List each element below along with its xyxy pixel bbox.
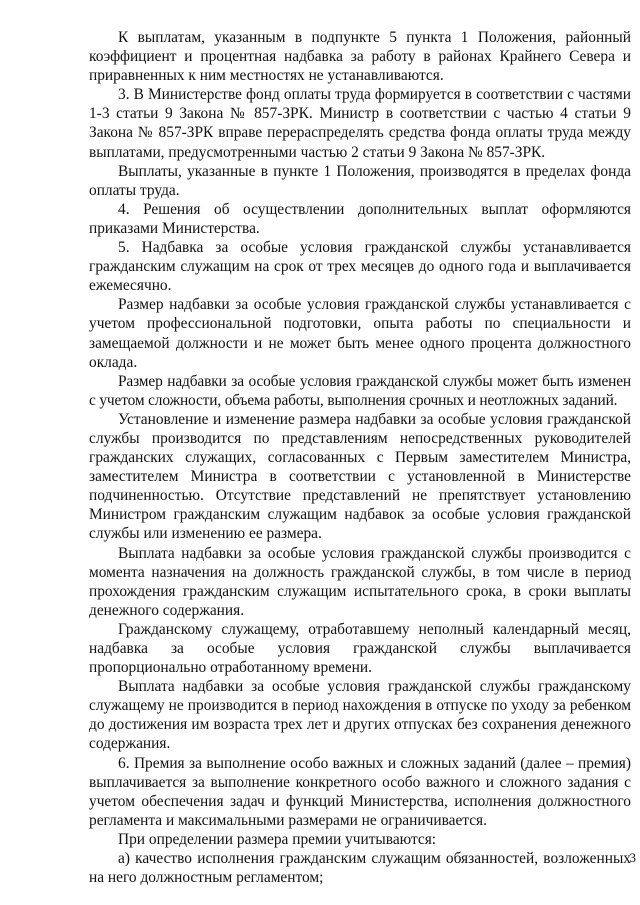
paragraph-partial-month: Гражданскому служащему, отработавшему неполный календарный месяц, надбавка за особые условия гражданской службы выплачивается пропорционально отработанному времени. xyxy=(89,620,631,677)
paragraph-leave-exclusion: Выплата надбавки за особые условия гражданской службы гражданскому служащему не производится в период нахождения в отпуске по уходу за ребенком до достижения им возраста трех лет и других отпусках без сохранения денежного содержания. xyxy=(89,678,631,753)
paragraph-bonus-criterion-a: а) качество исполнения гражданским служащим обязанностей, возложенных на него должностным регламентом; xyxy=(89,850,631,887)
paragraph-bonus-criteria-intro: При определении размера премии учитываются: xyxy=(118,830,437,848)
paragraph-allowance-size: Размер надбавки за особые условия гражданской службы устанавливается с учетом профессиональной подготовки, опыта работы по специальности и замещаемой должности и не может быть менее одного процента должностного оклада. xyxy=(89,296,631,371)
paragraph-clause-5-special-conditions: 5. Надбавка за особые условия гражданской службы устанавливается гражданским служащим на срок от трех месяцев до одного года и выплачивается ежемесячно. xyxy=(89,239,631,295)
paragraph-allowance-establishment: Установление и изменение размера надбавки за особые условия гражданской службы производится по представлениям непосредственных руководителей гражданских служащих, согласованных с Первым заместителем Министра, заместителем Министра в соответствии с установленной в Министерстве подчиненностью. Отсутствие представлений не препятствует установлению Министром гражданским служащим надбавок за особые условия гражданской службы или изменению ее размера. xyxy=(89,410,631,543)
paragraph-regional-coefficient: К выплатам, указанным в подпункте 5 пункта 1 Положения, районный коэффициент и процентная надбавка за работу в районах Крайнего Севера и приравненных к ним местностях не устанавливаются. xyxy=(89,29,631,85)
paragraph-allowance-payment-start: Выплата надбавки за особые условия гражданской службы производится с момента назначения на должность гражданской службы, в том числе в период прохождения гражданским служащим испытательного срока, в сроки выплаты денежного содержания. xyxy=(89,544,631,619)
page-number: 3 xyxy=(629,850,636,865)
paragraph-payments-within-fund: Выплаты, указанные в пункте 1 Положения, производятся в пределах фонда оплаты труда. xyxy=(89,162,631,199)
paragraph-clause-4-orders: 4. Решения об осуществлении дополнительных выплат оформляются приказами Министерства. xyxy=(89,200,631,237)
paragraph-clause-3-payroll-fund: 3. В Министерстве фонд оплаты труда формируется в соответствии с частями 1-3 статьи 9 Закона № 857-ЗРК. Министр в соответствии с частью 4 статьи 9 Закона № 857-ЗРК вправе перераспределять средства фонда оплаты труда между выплатами, предусмотренными частью 2 статьи 9 Закона № 857-ЗРК. xyxy=(89,86,631,161)
paragraph-allowance-change: Размер надбавки за особые условия гражданской службы может быть изменен с учетом сложности, объема работы, выполнения срочных и неотложных заданий. xyxy=(89,372,631,409)
paragraph-clause-6-bonus: 6. Премия за выполнение особо важных и сложных заданий (далее – премия) выплачивается за выполнение конкретного особо важного и сложного задания с учетом обеспечения задач и функций Министерства, исполнения должностного регламента и максимальными размерами не ограничивается. xyxy=(89,754,631,829)
